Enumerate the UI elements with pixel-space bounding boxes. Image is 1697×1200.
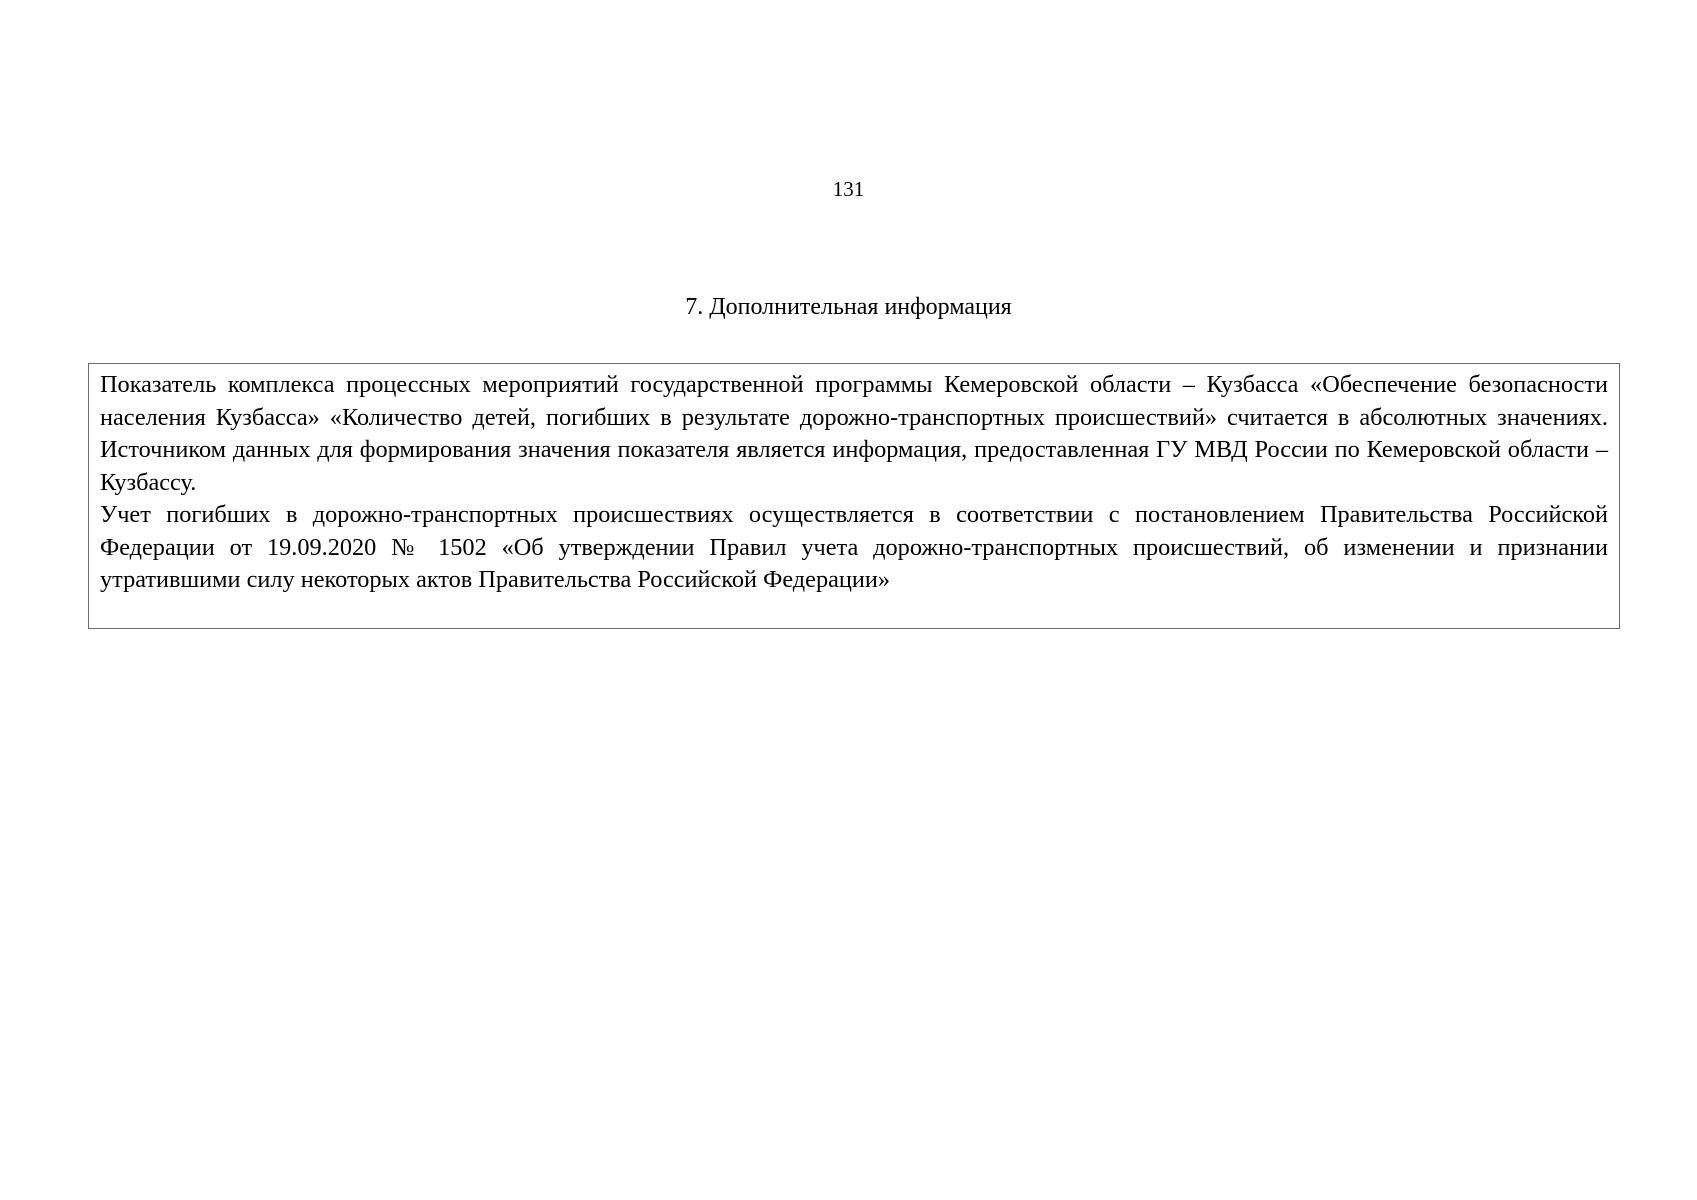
page-number: 131	[832, 177, 865, 201]
section-title: 7. Дополнительная информация	[685, 294, 1012, 320]
additional-info-box	[88, 363, 1620, 629]
info-paragraph-indicator: Показатель комплекса процессных мероприятий государственной программы Кемеровской области – Кузбасса «Обеспечение безопасности населения Кузбасса» «Количество детей, погибших в результате дорожно-транспортных происшествий» считается в абсолютных значениях. Источником данных для формирования значения показателя является информация, предоставленная ГУ МВД России по Кемеровской области – Кузбассу.	[100, 371, 1608, 496]
info-paragraph-accounting: Учет погибших в дорожно-транспортных происшествиях осуществляется в соответствии с постановлением Правительства Российской Федерации от 19.09.2020 № 1502 «Об утверждении Правил учета дорожно-транспортных происшествий, об изменении и признании утратившими силу некоторых актов Правительства Российской Федерации»	[100, 501, 1608, 593]
